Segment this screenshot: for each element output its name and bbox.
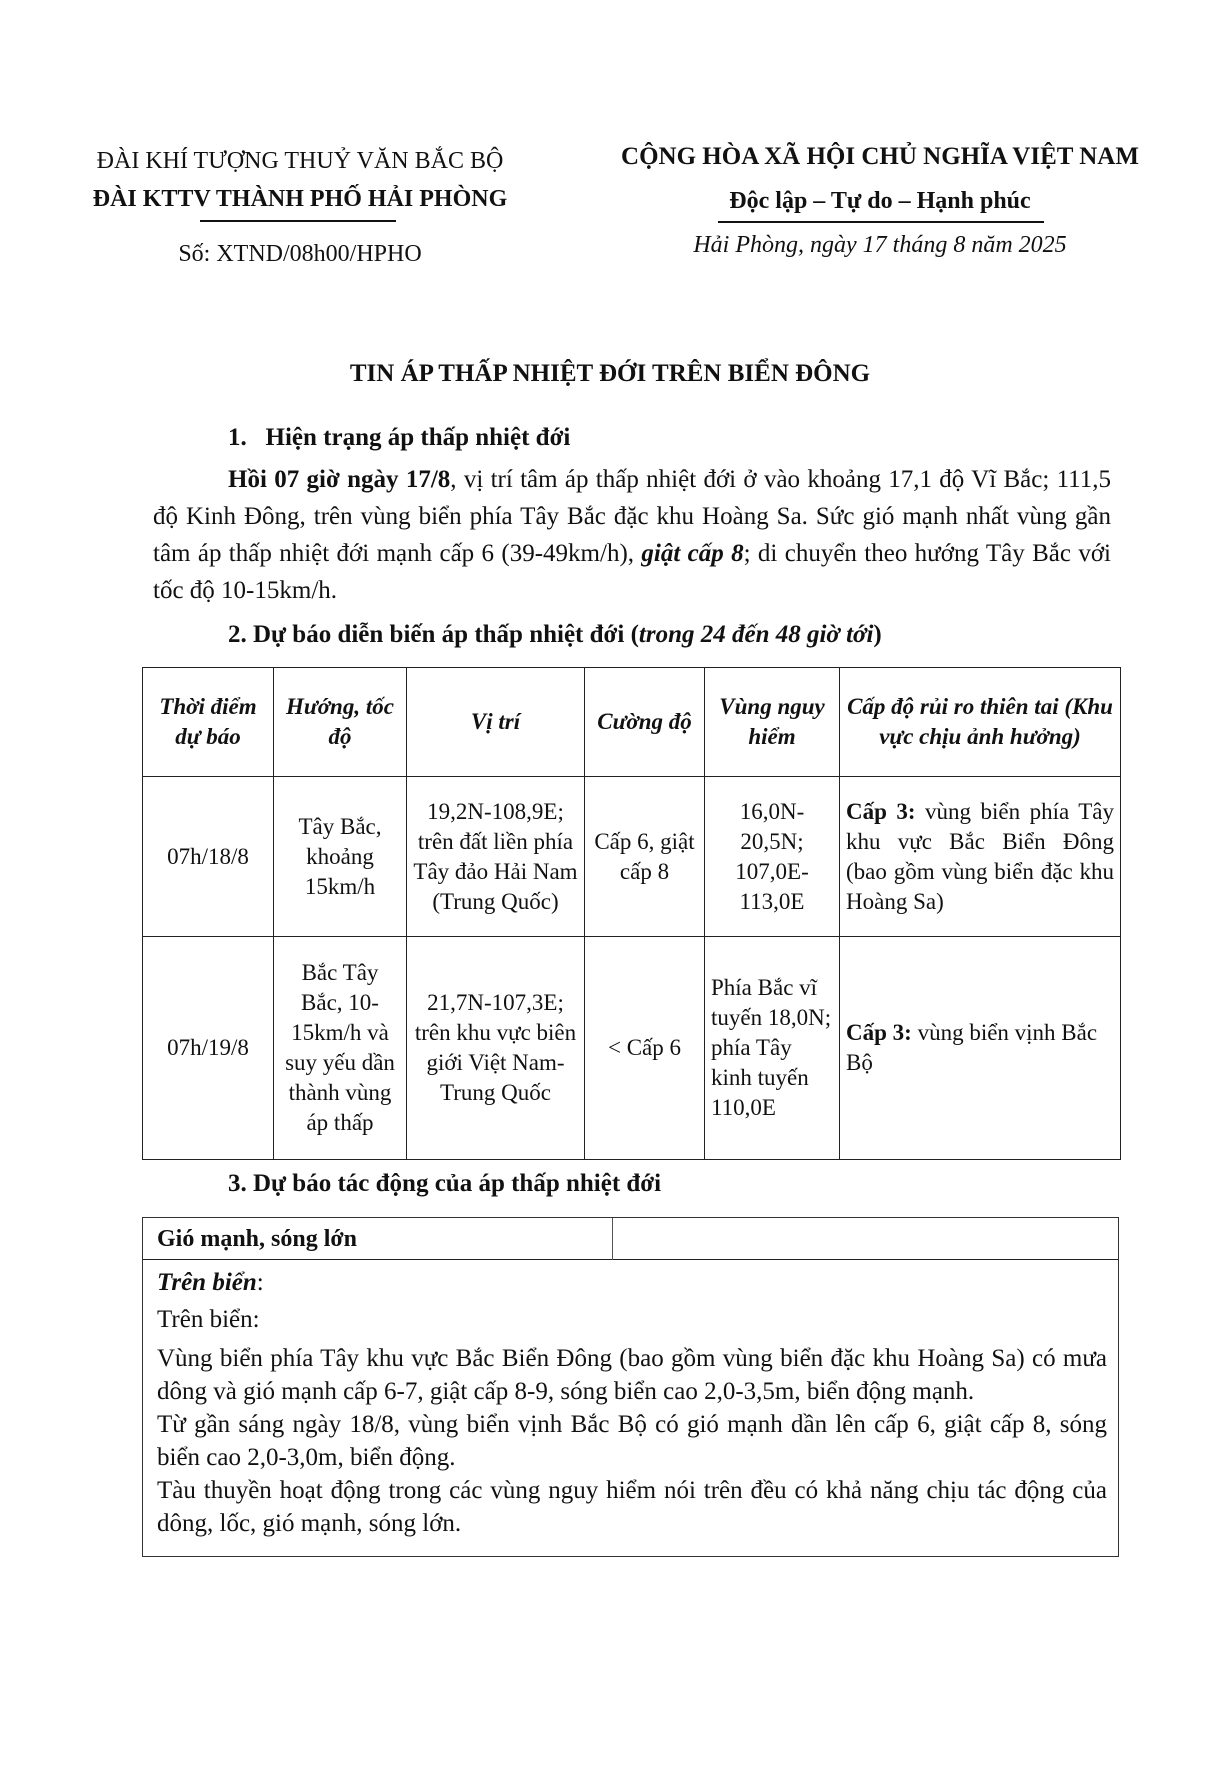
impact-category: Gió mạnh, sóng lớn [143, 1218, 613, 1260]
cell-direction: Bắc Tây Bắc, 10-15km/h và suy yếu dần thành vùng áp thấp [274, 937, 407, 1160]
cell-position: 21,7N-107,3E; trên khu vực biên giới Việt Nam-Trung Quốc [407, 937, 585, 1160]
impact-content [157, 1266, 1107, 1540]
cell-intensity: Cấp 6, giật cấp 8 [585, 777, 705, 937]
section3-heading: 3. Dự báo tác động của áp thấp nhiệt đới [228, 1170, 662, 1197]
cell-direction: Tây Bắc, khoảng 15km/h [274, 777, 407, 937]
forecast-header-row [143, 668, 1121, 777]
observation-time: Hồi 07 giờ ngày 17/8 [228, 466, 451, 493]
national-title: CỘNG HÒA XÃ HỘI CHỦ NGHĨA VIỆT NAM [621, 143, 1139, 170]
col-header-intensity: Cường độ [585, 668, 705, 777]
gust-level: giật cấp 8 [641, 540, 744, 567]
col-header-risk-level: Cấp độ rủi ro thiên tai (Khu vực chịu ảnh hưởng) [840, 668, 1121, 777]
cell-time: 07h/18/8 [143, 777, 274, 937]
agency-parent: ĐÀI KHÍ TƯỢNG THUỶ VĂN BẮC BỘ [96, 148, 504, 174]
impact-paragraph-3: Tàu thuyền hoạt động trong các vùng nguy hiểm nói trên đều có khả năng chịu tác động của dông, lốc, gió mạnh, sóng lớn. [157, 1477, 1107, 1537]
issue-date: Hải Phòng, ngày 17 tháng 8 năm 2025 [693, 232, 1067, 258]
cell-risk-level: Cấp 3: vùng biển vịnh Bắc Bộ [840, 937, 1121, 1160]
section2-heading: 2. Dự báo diễn biến áp thấp nhiệt đới (trong 24 đến 48 giờ tới) [228, 621, 882, 648]
impact-sublabel: Trên biển: [157, 1269, 264, 1296]
impact-box-header [143, 1218, 1118, 1260]
section1-paragraph: Hồi 07 giờ ngày 17/8, vị trí tâm áp thấp nhiệt đới ở vào khoảng 17,1 độ Vĩ Bắc; 111,5 độ Kinh Đông, trên vùng biển phía Tây Bắc đặc khu Hoàng Sa. Sức gió mạnh nhất vùng gần tâm áp thấp nhiệt đới mạnh cấp 6 (39-49km/h), giật cấp 8; di chuyển theo hướng Tây Bắc với tốc độ 10-15km/h. [153, 466, 1111, 604]
col-header-position: Vị trí [407, 668, 585, 777]
motto-underline [718, 221, 1044, 223]
cell-position: 19,2N-108,9E; trên đất liền phía Tây đảo Hải Nam (Trung Quốc) [407, 777, 585, 937]
national-motto: Độc lập – Tự do – Hạnh phúc [729, 188, 1031, 214]
cell-danger-zone: 16,0N-20,5N; 107,0E-113,0E [705, 777, 840, 937]
forecast-table [142, 667, 1121, 1160]
cell-risk-level: Cấp 3: vùng biển phía Tây khu vực Bắc Biển Đông (bao gồm vùng biển đặc khu Hoàng Sa) [840, 777, 1121, 937]
col-header-time: Thời điểm dự báo [143, 668, 274, 777]
table-row [143, 937, 1121, 1160]
cell-time: 07h/19/8 [143, 937, 274, 1160]
document-number: Số: XTND/08h00/HPHO [178, 241, 422, 267]
impact-box [142, 1217, 1119, 1557]
agency-underline [200, 220, 396, 222]
cell-danger-zone: Phía Bắc vĩ tuyến 18,0N; phía Tây kinh tuyến 110,0E [705, 937, 840, 1160]
section1-heading: 1. Hiện trạng áp thấp nhiệt đới [228, 424, 571, 451]
col-header-direction: Hướng, tốc độ [274, 668, 407, 777]
impact-paragraph-2: Từ gần sáng ngày 18/8, vùng biển vịnh Bắc Bộ có gió mạnh dần lên cấp 6, giật cấp 8, sóng biển cao 2,0-3,0m, biển động. [157, 1411, 1107, 1471]
impact-paragraph-1: Vùng biển phía Tây khu vực Bắc Biển Đông (bao gồm vùng biển đặc khu Hoàng Sa) có mưa dông và gió mạnh cấp 6-7, giật cấp 8-9, sóng biển cao 2,0-3,5m, biển động mạnh. [157, 1345, 1107, 1405]
agency-name: ĐÀI KTTV THÀNH PHỐ HẢI PHÒNG [92, 186, 508, 212]
table-row [143, 777, 1121, 937]
col-header-danger-zone: Vùng nguy hiểm [705, 668, 840, 777]
document-title: TIN ÁP THẤP NHIỆT ĐỚI TRÊN BIỂN ĐÔNG [349, 360, 871, 387]
impact-line: Trên biển: [157, 1306, 260, 1333]
cell-intensity: < Cấp 6 [585, 937, 705, 1160]
